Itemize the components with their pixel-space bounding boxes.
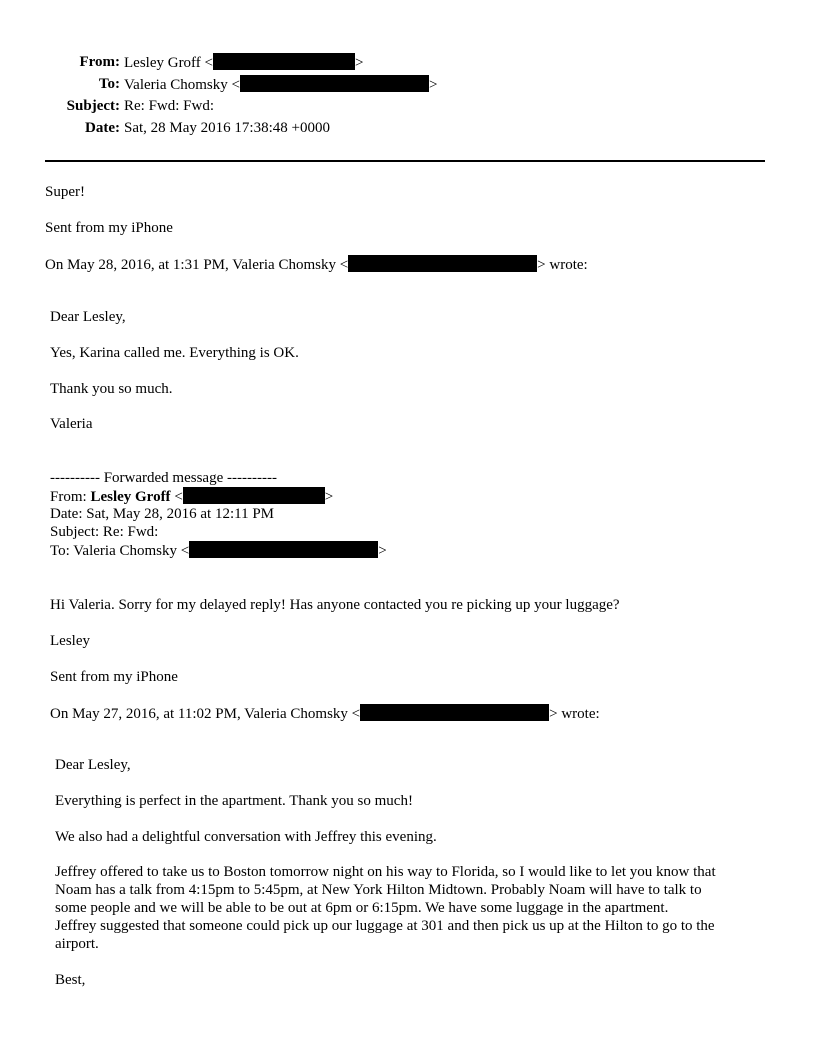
reply-body: Super! bbox=[45, 184, 85, 200]
redaction-box bbox=[240, 75, 429, 92]
reply-signature: Sent from my iPhone bbox=[45, 220, 173, 236]
to-value bbox=[124, 75, 437, 94]
email-header bbox=[0, 53, 500, 143]
from-value bbox=[124, 53, 363, 72]
closing: Best, bbox=[55, 972, 86, 988]
message-line: Yes, Karina called me. Everything is OK. bbox=[50, 345, 299, 361]
forwarded-from-name: Lesley Groff bbox=[90, 489, 171, 505]
signoff: Valeria bbox=[50, 416, 93, 432]
quote-intro-text: On May 27, 2016, at 11:02 PM, Valeria Chomsky < bbox=[50, 706, 361, 722]
to-name: Valeria Chomsky < bbox=[124, 77, 240, 93]
quote-intro bbox=[50, 704, 600, 723]
forwarded-date: Date: Sat, May 28, 2016 at 12:11 PM bbox=[50, 506, 275, 522]
forwarded-to bbox=[50, 541, 387, 560]
message-body: Hi Valeria. Sorry for my delayed reply! Has anyone contacted you re picking up your luggage? bbox=[50, 597, 620, 613]
from-bracket: > bbox=[355, 55, 364, 71]
forwarded-from-open: < bbox=[170, 489, 183, 505]
message-line: Thank you so much. bbox=[50, 381, 173, 397]
greeting: Dear Lesley, bbox=[55, 757, 131, 773]
greeting: Dear Lesley, bbox=[50, 309, 126, 325]
paragraph-line: some people and we will be able to be out at 6pm or 6:15pm. We have some luggage in the apartment. bbox=[55, 900, 669, 916]
quote-intro-end: > wrote: bbox=[549, 706, 600, 722]
redaction-box bbox=[183, 487, 325, 504]
header-divider bbox=[45, 160, 765, 162]
message-line: Everything is perfect in the apartment. Thank you so much! bbox=[55, 793, 413, 809]
to-bracket: > bbox=[428, 77, 438, 93]
paragraph-line: Jeffrey offered to take us to Boston tomorrow night on his way to Florida, so I would like to let you know that bbox=[55, 864, 716, 880]
message-line: We also had a delightful conversation with Jeffrey this evening. bbox=[55, 829, 437, 845]
paragraph-line: airport. bbox=[55, 936, 99, 952]
subject-value: Re: Fwd: Fwd: bbox=[124, 98, 215, 114]
from-label: From: bbox=[79, 54, 120, 70]
forwarded-to-close: > bbox=[378, 543, 387, 559]
quote-intro-end: > wrote: bbox=[537, 257, 588, 273]
forwarded-from-label: From: bbox=[50, 489, 91, 505]
subject-label: Subject: bbox=[66, 98, 120, 114]
forwarded-separator: ---------- Forwarded message ---------- bbox=[50, 470, 277, 486]
redaction-box bbox=[348, 255, 537, 272]
redaction-box bbox=[360, 704, 549, 721]
message-paragraph bbox=[55, 863, 716, 953]
from-name: Lesley Groff < bbox=[124, 55, 213, 71]
signature: Sent from my iPhone bbox=[50, 669, 178, 685]
paragraph-line: Noam has a talk from 4:15pm to 5:45pm, at New York Hilton Midtown. Probably Noam will have to talk to bbox=[55, 882, 702, 898]
forwarded-from-close: > bbox=[324, 489, 334, 505]
redaction-box bbox=[189, 541, 378, 558]
signoff: Lesley bbox=[50, 633, 90, 649]
date-value: Sat, 28 May 2016 17:38:48 +0000 bbox=[124, 120, 330, 136]
to-label: To: bbox=[98, 76, 120, 92]
forwarded-subject: Subject: Re: Fwd: bbox=[50, 524, 159, 540]
quote-intro bbox=[45, 255, 588, 274]
forwarded-to-text: To: Valeria Chomsky < bbox=[50, 543, 190, 559]
date-label: Date: bbox=[85, 120, 120, 136]
paragraph-line: Jeffrey suggested that someone could pick up our luggage at 301 and then pick us up at the Hilton to go to the bbox=[55, 918, 715, 934]
redaction-box bbox=[213, 53, 355, 70]
quote-intro-text: On May 28, 2016, at 1:31 PM, Valeria Chomsky < bbox=[45, 257, 349, 273]
forwarded-from bbox=[50, 487, 333, 506]
